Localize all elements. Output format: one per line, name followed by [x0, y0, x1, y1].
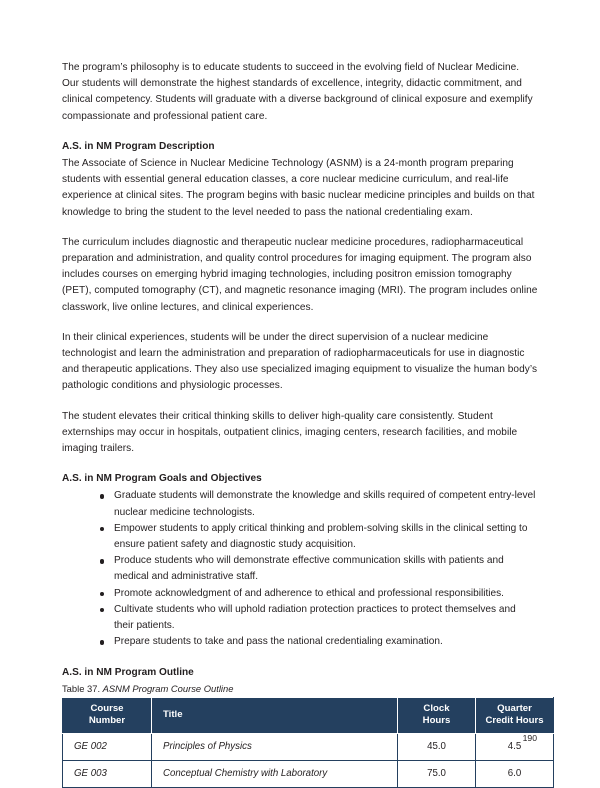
column-header-course-number [63, 697, 152, 733]
list-item [62, 553, 538, 585]
cell-course-number: GE 003 [63, 760, 152, 787]
goals-list [62, 488, 538, 650]
table-row [63, 760, 554, 787]
column-header-quarter-credit-hours [476, 697, 554, 733]
bullet-icon [100, 592, 104, 596]
clock-header-line-2: Hours [422, 715, 451, 727]
table-caption-title: ASNM Program Course Outline [102, 682, 234, 694]
table-head [63, 697, 554, 733]
table-caption [62, 682, 538, 695]
course-header-line-2: Number [88, 715, 126, 727]
list-item-text: Prepare students to take and pass the national credentialing examination. [114, 636, 443, 648]
bullet-icon [100, 559, 104, 563]
list-item-text: Produce students who will demonstrate effective communication skills with patients and medical and administrative staff. [114, 555, 504, 583]
list-item [62, 488, 538, 520]
page-content [62, 60, 544, 788]
bullet-icon [100, 640, 104, 644]
paragraph-description-2: The curriculum includes diagnostic and therapeutic nuclear medicine procedures, radiopharmaceutical preparation and administration, and quality control procedures for imaging equipment. The program also includes courses on emerging hybrid imaging technologies, including positron emission tomography (PET), computed tomography (CT), and magnetic resonance imaging (MRI). The program includes online classwork, live online lectures, and clinical experiences. [62, 236, 538, 313]
paragraph-philosophy: The program’s philosophy is to educate students to succeed in the evolving field of Nuclear Medicine. Our students will demonstrate the highest standards of excellence, integrity, didactic commitment, and clinical competency. Students will graduate with a diverse background of clinical exposure and exemplify compassionate and professional patient care. [62, 62, 533, 122]
cell-clock-hours: 75.0 [398, 760, 476, 787]
bullet-icon [100, 494, 104, 498]
bullet-icon [100, 527, 104, 531]
table-caption-label: Table 37. [62, 682, 101, 694]
cell-course-number: GE 002 [63, 733, 152, 760]
cell-quarter-credit-hours: 6.0 [476, 760, 554, 787]
cell-quarter-credit-hours: 4.5 [476, 733, 554, 760]
credit-header-line-1: Quarter [497, 702, 532, 714]
paragraph-description-1: The Associate of Science in Nuclear Medicine Technology (ASNM) is a 24-month program preparing students with essential general education classes, a core nuclear medicine curriculum, and real-life experience at clinical sites. The program begins with basic nuclear medicine principles and builds on that knowledge to bring the student to the level needed to pass the national credentialing exam. [62, 158, 535, 218]
list-item-text: Cultivate students who will uphold radiation protection practices to protect themselves and their patients. [114, 603, 516, 632]
bullet-icon [100, 608, 104, 612]
course-header-line-1: Course [90, 702, 124, 714]
page-number: 190 [522, 733, 537, 743]
cell-title: Conceptual Chemistry with Laboratory [152, 760, 398, 787]
table-header-row [63, 697, 554, 733]
heading-goals-objectives: A.S. in NM Program Goals and Objectives [62, 473, 262, 485]
heading-program-outline: A.S. in NM Program Outline [62, 666, 194, 678]
credit-header-line-2: Credit Hours [485, 715, 544, 727]
cell-clock-hours: 45.0 [398, 733, 476, 760]
list-item [62, 634, 538, 650]
column-header-clock-hours [398, 697, 476, 733]
list-item-text: Empower students to apply critical thinking and problem-solving skills in the clinical setting to ensure patient safety and diagnostic study acquisition. [114, 522, 528, 551]
list-item-text: Graduate students will demonstrate the knowledge and skills required of competent entry-level nuclear medicine technologists. [114, 490, 536, 518]
cell-title: Principles of Physics [152, 733, 398, 760]
heading-program-description: A.S. in NM Program Description [62, 140, 215, 152]
paragraph-description-3: In their clinical experiences, students will be under the direct supervision of a nuclear medicine technologist and learn the administration and preparation of radiopharmaceuticals for use in diagnostic and therapeutic applications. They also use specialized imaging equipment to visualize the human body’s pathologic conditions and physiologic processes. [62, 331, 538, 392]
column-header-title: Title [152, 697, 398, 733]
list-item [62, 521, 538, 553]
paragraph-description-4: The student elevates their critical thinking skills to deliver high-quality care consistently. Student externships may occur in hospitals, outpatient clinics, imaging centers, research facilities, and mobile imaging trailers. [62, 410, 518, 455]
list-item [62, 602, 538, 634]
clock-header-line-1: Clock [423, 702, 450, 714]
list-item [62, 586, 538, 602]
list-item-text: Promote acknowledgment of and adherence to ethical and professional responsibilities. [114, 587, 504, 599]
